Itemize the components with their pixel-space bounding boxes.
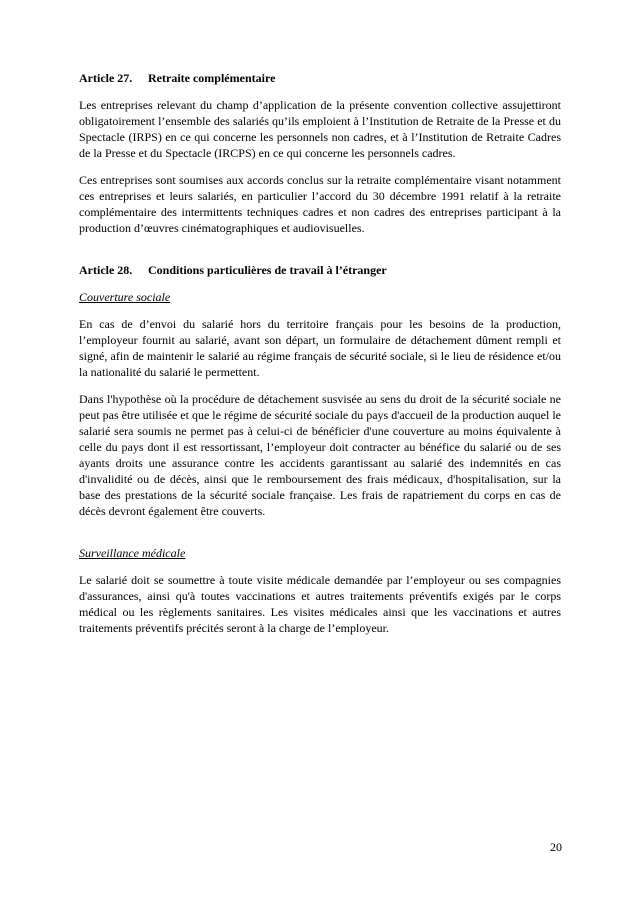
surveillance-medicale-subheading: Surveillance médicale (79, 546, 186, 560)
document-page (79, 70, 561, 647)
article-28-title: Conditions particulières de travail à l’étranger (148, 263, 387, 277)
article-28-number: Article 28. (79, 263, 133, 277)
article-27-title: Retraite complémentaire (148, 71, 276, 85)
article-27-number: Article 27. (79, 71, 133, 85)
surveillance-medicale-paragraph-1: Le salarié doit se soumettre à toute visite médicale demandée par l’employeur ou ses compagnies d'assurances, ainsi qu'à toutes vaccinations et autres traitements préventifs exigés par le corps médical ou les règlements sanitaires. Les visites médicales ainsi que les vaccinations et autres traitements préventifs précités seront à la charge de l’employeur. (79, 573, 561, 635)
article-28-heading (79, 262, 561, 278)
couverture-sociale-subheading: Couverture sociale (79, 290, 171, 304)
article-27-paragraph-1: Les entreprises relevant du champ d’application de la présente convention collective assujettiront obligatoirement l’ensemble des salariés qu’ils emploient à l’Institution de Retraite de la Presse et du Spectacle (IRPS) en ce qui concerne les personnels non cadres, et à l’Institution de Retraite Cadres de la Presse et du Spectacle (IRCPS) en ce qui concerne les personnels cadres. (79, 98, 561, 160)
article-27-paragraph-2: Ces entreprises sont soumises aux accords conclus sur la retraite complémentaire visant notamment ces entreprises et leurs salariés, en particulier l’accord du 30 décembre 1991 relatif à la retraite complémentaire des intermittents techniques cadres et non cadres des entreprises participant à la production d’œuvres cinématographiques et audiovisuelles. (79, 173, 561, 235)
couverture-sociale-paragraph-1: En cas de d’envoi du salarié hors du territoire français pour les besoins de la production, l’employeur fournit au salarié, avant son départ, un formulaire de détachement dûment rempli et signé, afin de maintenir le salarié au régime français de sécurité sociale, si le lieu de résidence et/ou la nationalité du salarié le permettent. (79, 317, 561, 379)
page-number: 20 (550, 840, 562, 854)
article-27-heading (79, 70, 561, 86)
couverture-sociale-paragraph-2: Dans l'hypothèse où la procédure de détachement susvisée au sens du droit de la sécurité sociale ne peut pas être utilisée et que le régime de sécurité sociale du pays d'accueil de la production auquel le salarié sera soumis ne permet pas à celui-ci de bénéficier d'une couverture au moins équivalente à celle du pays dont il est ressortissant, l’employeur doit contracter au bénéfice du salarié ou de ses ayants droits une assurance contre les accidents garantissant au salarié des indemnités en cas d'invalidité ou de décès, ainsi que le remboursement des frais médicaux, d'hospitalisation, sur la base des prestations de la sécurité sociale française. Les frais de rapatriement du corps en cas de décès devront également être couverts. (79, 392, 561, 518)
